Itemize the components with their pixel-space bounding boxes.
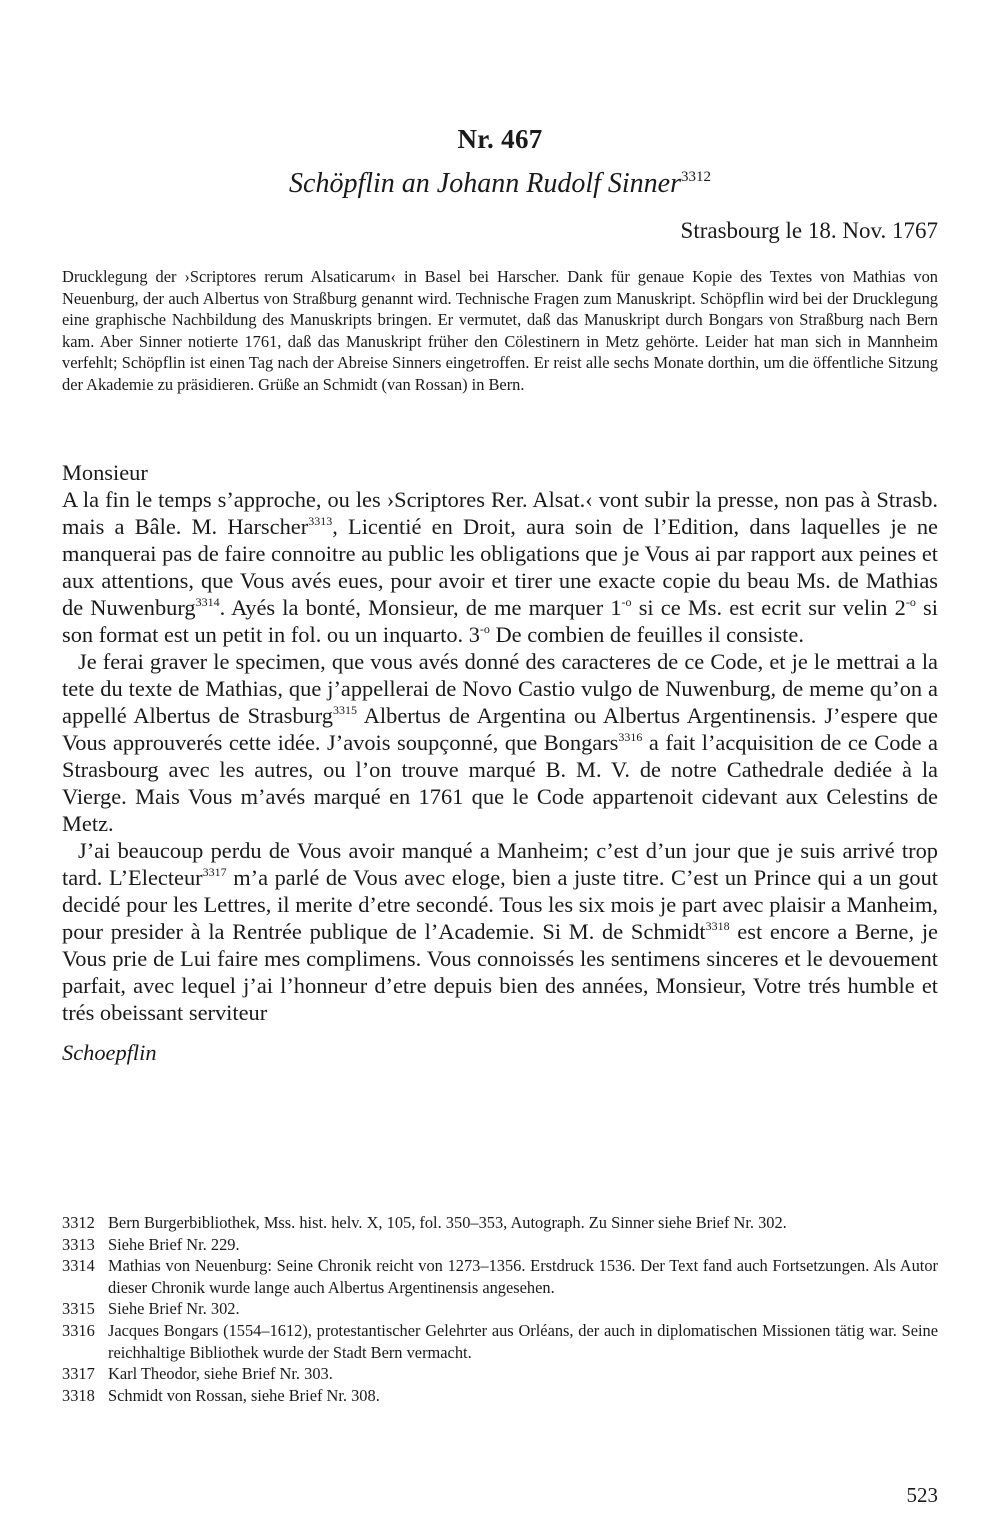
footnote-ref: 3317 (202, 865, 227, 879)
abstract-text: Drucklegung der ›Scriptores rerum Alsaticarum‹ in Basel bei Harscher. Dank für genaue Kopie des Textes von Mathias von Neuenburg, der auch Albertus von Straßburg genannt wird. Technische Fragen zum Manuskript. Schöpflin wird bei der Drucklegung eine graphische Nachbildung des Manuskripts bringen. Er vermutet, daß das Manuskript durch Bongars von Straßburg nach Bern kam. Aber Sinner notierte 1761, daß das Manuskript früher den Cölestinern in Metz gehörte. Leider hat man sich in Mannheim verfehlt; Schöpflin ist einen Tag nach der Abreise Sinners eingetroffen. Er reist alle sechs Monate dorthin, um die öffentliche Sitzung der Akademie zu präsidieren. Grüße an Schmidt (van Rossan) in Bern. (62, 267, 938, 394)
text-run: A la fin le temps s’approche, ou les ›Scriptores Rer. Alsat.‹ vont subir la presse, non pas à Strasb. mais a Bâle. M. Harscher (62, 487, 938, 539)
text-run: De combien de feuilles il consiste. (489, 622, 804, 647)
letter-paragraph (62, 648, 938, 837)
footnote-ref: 3313 (308, 514, 333, 528)
text-run: , Licentié en Droit, aura soin de l’Edition, dans laquelles je ne manquerai pas de faire connoitre au public les obligations que je Vous ai par rapport aux peines et aux attentions, que Vous avés eues, pour avoir et tirer une exacte copie du beau Ms. de Mathias de Nuwenburg (62, 514, 938, 620)
letter-body (62, 459, 938, 1066)
text-run: m’a parlé de Vous avec eloge, bien a juste titre. C’est un Prince qui a un gout decidé pour les Lettres, il merite d’etre secondé. Tous les six mois je part avec plaisir a Manheim, pour presider à la Rentrée publique de l’Academie. Si M. de Schmidt (62, 865, 938, 944)
footnote (62, 1212, 938, 1234)
footnote-text: Bern Burgerbibliothek, Mss. hist. helv. X, 105, fol. 350–353, Autograph. Zu Sinner siehe Brief Nr. 302. (108, 1213, 787, 1232)
signature: Schoepflin (62, 1040, 157, 1065)
footnote-number: 3312 (62, 1213, 95, 1232)
footnotes (62, 1212, 938, 1406)
footnote-ref: 3318 (705, 919, 730, 933)
text-run: si ce Ms. est ecrit sur velin 2 (631, 595, 906, 620)
footnote (62, 1234, 938, 1256)
text-run: si son format est un petit in fol. ou un inquarto. 3 (62, 595, 938, 647)
footnote (62, 1320, 938, 1363)
salutation: Monsieur (62, 460, 148, 485)
footnote-ref: 3314 (195, 595, 220, 609)
abstract (62, 266, 938, 396)
letter-paragraph (62, 837, 938, 1026)
ordinal-suffix: -o (621, 595, 632, 609)
place-date: Strasbourg le 18. Nov. 1767 (680, 218, 938, 243)
footnote-text: Karl Theodor, siehe Brief Nr. 303. (108, 1364, 333, 1384)
text-run: a fait l’acquisition de ce Code a Strasbourg avec les autres, ou l’on trouve marqué B. M. V. de notre Cathedrale dediée à la Vierge. Mais Vous m’avés marqué en 1761 que le Code appartenoit cidevant aux Celestins de Metz. (62, 730, 938, 836)
ordinal-suffix: -o (905, 595, 916, 609)
footnote-ref: 3316 (618, 730, 643, 744)
text-run: J’ai beaucoup perdu de Vous avoir manqué a Manheim; c’est d’un jour que je suis arrivé trop tard. L’Electeur (62, 838, 938, 890)
text-run: Albertus de Argentina ou Albertus Argentinensis. J’espere que Vous approuverés cette idée. J’avois soupçonné, que Bongars (62, 703, 938, 755)
footnote (62, 1385, 938, 1407)
footnote-text: Mathias von Neuenburg: Seine Chronik reicht von 1273–1356. Erstdruck 1536. Der Text fand auch Fortsetzungen. Als Autor dieser Chronik wurde lange auch Albertus Argentinensis angesehen. (108, 1256, 938, 1297)
text-run: est encore a Berne, je Vous prie de Lui faire mes complimens. Vous connoissés les sentimens sinceres et le devouement parfait, avec lequel j’ai l’honneur d’etre depuis bien des années, Monsieur, Votre trés humble et trés obeissant serviteur (62, 919, 938, 1025)
letter-paragraph (62, 486, 938, 648)
footnote-text: Schmidt von Rossan, siehe Brief Nr. 308. (108, 1385, 380, 1405)
footnote-ref: 3315 (333, 703, 358, 717)
letter-title (62, 168, 938, 200)
ordinal-suffix: -o (479, 622, 490, 636)
text-run: . Ayés la bonté, Monsieur, de me marquer 1 (219, 595, 622, 620)
footnote-number: 3317 (62, 1364, 95, 1384)
document-page (62, 0, 938, 1528)
footnote (62, 1363, 938, 1385)
page-number: 523 (906, 1483, 938, 1507)
text-run: Je ferai graver le specimen, que vous avés donné des caracteres de ce Code, et je le mettrai a la tete du texte de Mathias, que j’appellerai de Novo Castio vulgo de Nuwenburg, de meme qu’on a appellé Albertus de Strasburg (62, 649, 938, 728)
footnote-number: 3314 (62, 1256, 95, 1276)
footnote (62, 1298, 938, 1320)
footnote-number: 3318 (62, 1385, 95, 1405)
footnote-text: Siehe Brief Nr. 302. (108, 1299, 240, 1319)
footnote-text: Siehe Brief Nr. 229. (108, 1234, 240, 1254)
footnote-text: Jacques Bongars (1554–1612), protestantischer Gelehrter aus Orléans, der auch in diplomatischen Missionen tätig war. Seine reichhaltige Bibliothek wurde der Stadt Bern vermacht. (108, 1320, 938, 1362)
footnote (62, 1255, 938, 1298)
footnote-number: 3313 (62, 1234, 95, 1254)
footnote-ref: 3312 (680, 169, 711, 185)
letter-title-text: Schöpflin an Johann Rudolf Sinner (289, 168, 681, 199)
footnote-number: 3315 (62, 1299, 95, 1319)
footnote-number: 3316 (62, 1320, 95, 1340)
letter-number: Nr. 467 (457, 124, 543, 154)
